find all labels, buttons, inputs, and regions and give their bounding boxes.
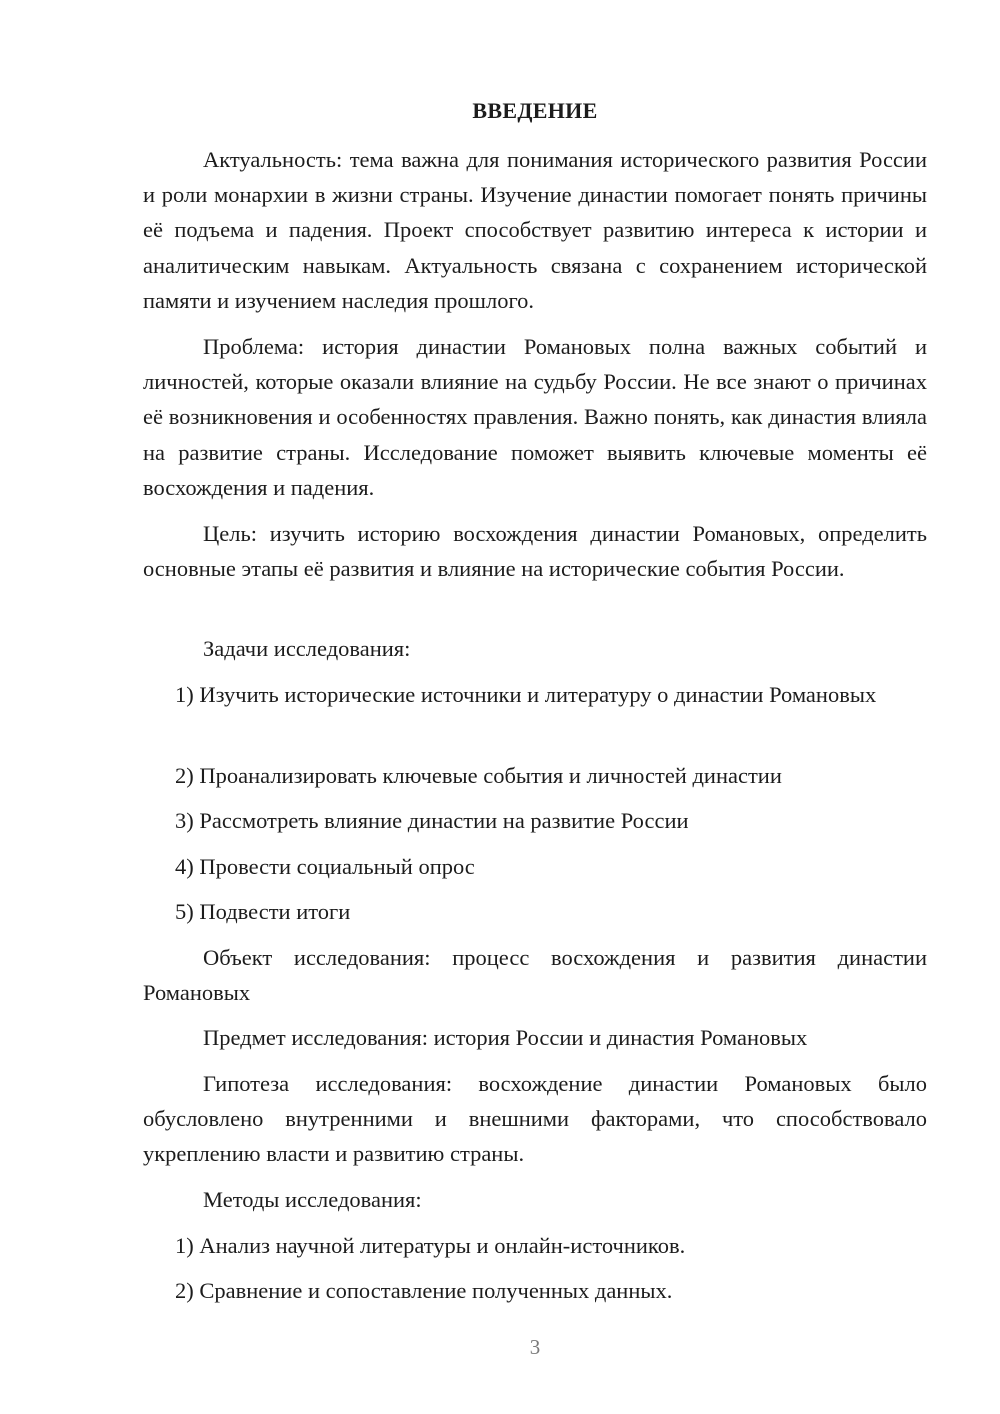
paragraph-problem: Проблема: история династии Романовых полна важных событий и личностей, которые оказали влияние на судьбу России. Не все знают о причинах её возникновения и особенностях правления. Важно понять, как династия влияла на развитие страны. Исследование поможет выявить ключевые моменты её восхождения и падения. — [143, 334, 927, 500]
task-item-4: 4) Провести социальный опрос — [175, 854, 475, 879]
method-item-2: 2) Сравнение и сопоставление полученных данных. — [175, 1278, 673, 1303]
tasks-title: Задачи исследования: — [203, 636, 411, 661]
page-number: 3 — [529, 1335, 541, 1359]
task-item-5: 5) Подвести итоги — [175, 899, 351, 924]
section-heading: ВВЕДЕНИЕ — [472, 98, 598, 123]
paragraph-relevance: Актуальность: тема важна для понимания исторического развития России и роли монархии в жизни страны. Изучение династии помогает понять причины её подъема и падения. Проект способствует развитию интереса к истории и аналитическим навыкам. Актуальность связана с сохранением исторической памяти и изучением наследия прошлого. — [143, 147, 927, 313]
method-item-1: 1) Анализ научной литературы и онлайн-источников. — [175, 1233, 686, 1258]
paragraph-goal: Цель: изучить историю восхождения династии Романовых, определить основные этапы её развития и влияние на исторические события России. — [143, 521, 927, 582]
paragraph-object: Объект исследования: процесс восхождения и развития династии Романовых — [143, 945, 927, 1006]
task-item-1: 1) Изучить исторические источники и литературу о династии Романовых — [175, 682, 877, 707]
task-item-3: 3) Рассмотреть влияние династии на развитие России — [175, 808, 689, 833]
task-item-2: 2) Проанализировать ключевые события и личностей династии — [175, 763, 782, 788]
paragraph-hypothesis: Гипотеза исследования: восхождение династии Романовых было обусловлено внутренними и внешними факторами, что способствовало укреплению власти и развитию страны. — [143, 1071, 927, 1167]
paragraph-subject: Предмет исследования: история России и династия Романовых — [203, 1025, 808, 1050]
methods-title: Методы исследования: — [203, 1187, 422, 1212]
